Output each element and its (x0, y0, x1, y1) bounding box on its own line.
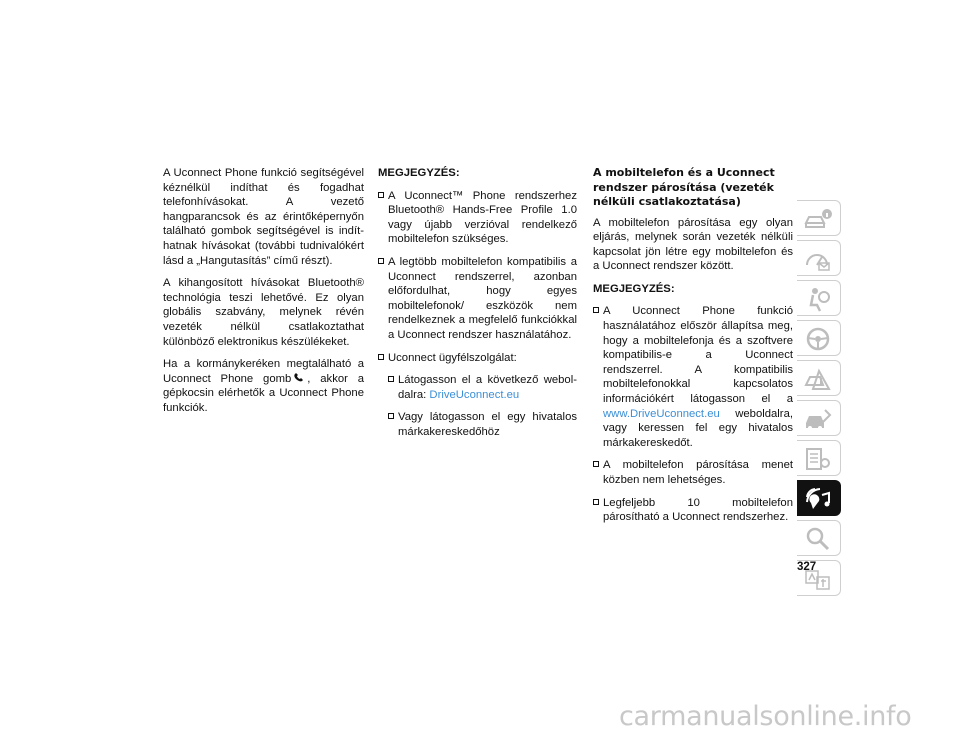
driveuconnect-link[interactable]: DriveUconnect.eu (429, 388, 520, 401)
bullet-text: Vagy látogasson el egy hivatalos márkakereskedőhöz (398, 411, 577, 438)
checkbox-bullet-icon (378, 258, 384, 264)
column-left (163, 166, 364, 424)
bullet-text: weboldalra, vagy keressen fel egy hivatalos márkakereskedőt. (603, 407, 793, 449)
tab-service[interactable] (797, 400, 841, 436)
sub-bullet-website (388, 373, 577, 402)
bullet-text: Legfeljebb 10 mobiltelefon párosítható a Uconnect rendszerhez. (603, 496, 793, 524)
sub-bullet-dealer (388, 410, 577, 439)
note-bullet-no-pairing-driving (593, 458, 793, 487)
note-heading: MEGJEGYZÉS: (378, 167, 460, 179)
column-right (593, 166, 793, 533)
specifications-list-icon (803, 445, 833, 473)
tab-dashboard-warning[interactable] (797, 240, 841, 276)
checkbox-bullet-icon (378, 192, 384, 198)
tab-airbag-safety[interactable] (797, 280, 841, 316)
checkbox-bullet-icon (593, 499, 599, 505)
intro-paragraph: A Uconnect Phone funkció segítségével kéznélkül indíthat és fogadhat telefonhívásokat. A vezető hangparancsok és az érintőképernyőn található gombok segítségével is indíthatnak hívásokat (további tudnivalókért lásd a „Hangutasítás” című részt). (163, 167, 364, 267)
tab-car-info[interactable] (797, 200, 841, 236)
checkbox-bullet-icon (593, 461, 599, 467)
checkbox-bullet-icon (388, 376, 394, 382)
column-middle (378, 166, 577, 448)
watermark-text: carmanualsonline.info (619, 701, 912, 732)
multimedia-icon (803, 485, 833, 513)
note-bullet-hfp (378, 189, 577, 247)
checkbox-bullet-icon (388, 413, 394, 419)
phone-icon (293, 373, 305, 383)
bullet-text: A mobiltelefon párosítása menet közben nem lehetséges. (603, 459, 793, 486)
airbag-safety-icon (803, 285, 833, 313)
tab-search-index[interactable] (797, 520, 841, 556)
bluetooth-paragraph: A kihangosított hívásokat Bluetooth® technológia teszi lehetővé. Ez olyan globális szabvány, melynek révén vezeték nélkül csatlakoztathat különböző elektronikus készülékeket. (163, 277, 364, 348)
bullet-text: A Uconnect™ Phone rendszerhez Bluetooth® Hands-Free Profile 1.0 vagy újabb verzióval rendelkező mobiltelefon szükséges. (388, 189, 577, 246)
checkbox-bullet-icon (378, 354, 384, 360)
dashboard-warning-icon (803, 245, 833, 273)
bullet-text: A legtöbb mobiltelefon kompatibilis a Uconnect rendszerrel, azonban előfordulhat, hogy egyes mobiltelefonok/ eszközök nem rendelkeznek a megfelelő funkciókkal a Uconnect rendszer használatához. (388, 255, 577, 341)
tab-multimedia[interactable] (797, 480, 841, 516)
car-info-icon (803, 205, 833, 233)
steering-button-paragraph (163, 357, 364, 415)
checkbox-bullet-icon (593, 307, 599, 313)
tab-steering[interactable] (797, 320, 841, 356)
bullet-text: Látogasson el a következő weboldalra: (398, 374, 577, 401)
steering-button-text-b: , akkor a gépkocsin elérhetők a Uconnect Phone funkciók. (163, 372, 364, 414)
note-bullet-compatibility (378, 255, 577, 343)
note-heading: MEGJEGYZÉS: (593, 282, 675, 295)
note-bullet-max-phones (593, 496, 793, 525)
bullet-text: Uconnect ügyfélszolgálat: (388, 351, 517, 364)
tab-specifications[interactable] (797, 440, 841, 476)
tab-emergency[interactable] (797, 360, 841, 396)
bullet-text: A Uconnect Phone funkció használatához először állapítsa meg, hogy a mobiltelefonja és a szoftvere kompatibilis-e a Uconnect rendszerrel. A kompatibilis mobiltelefonokkal kapcsolatos információkért látogasson el a (603, 305, 793, 406)
driveuconnect-website-link[interactable]: www.DriveUconnect.eu (603, 407, 720, 420)
emergency-crash-icon (803, 365, 833, 393)
note-bullet-compatibility-check (593, 304, 793, 450)
steering-wheel-icon (803, 325, 833, 353)
page-number: 327 (797, 561, 817, 573)
steering-button-text-a: Ha a kormánykeréken megtalálható a Uconnect Phone gomb (163, 358, 364, 385)
section-title: A mobiltelefon és a Uconnect rendszer párosítása (vezeték nélküli csatlakoztatása) (593, 166, 775, 208)
note-bullet-support (378, 351, 577, 366)
car-service-icon (803, 405, 833, 433)
search-index-icon (803, 525, 833, 553)
pairing-intro: A mobiltelefon párosítása egy olyan eljárás, melynek során vezeték nélküli kapcsolat jön létre egy mobiltelefon és a Uconnect rendszer között. (593, 216, 793, 273)
